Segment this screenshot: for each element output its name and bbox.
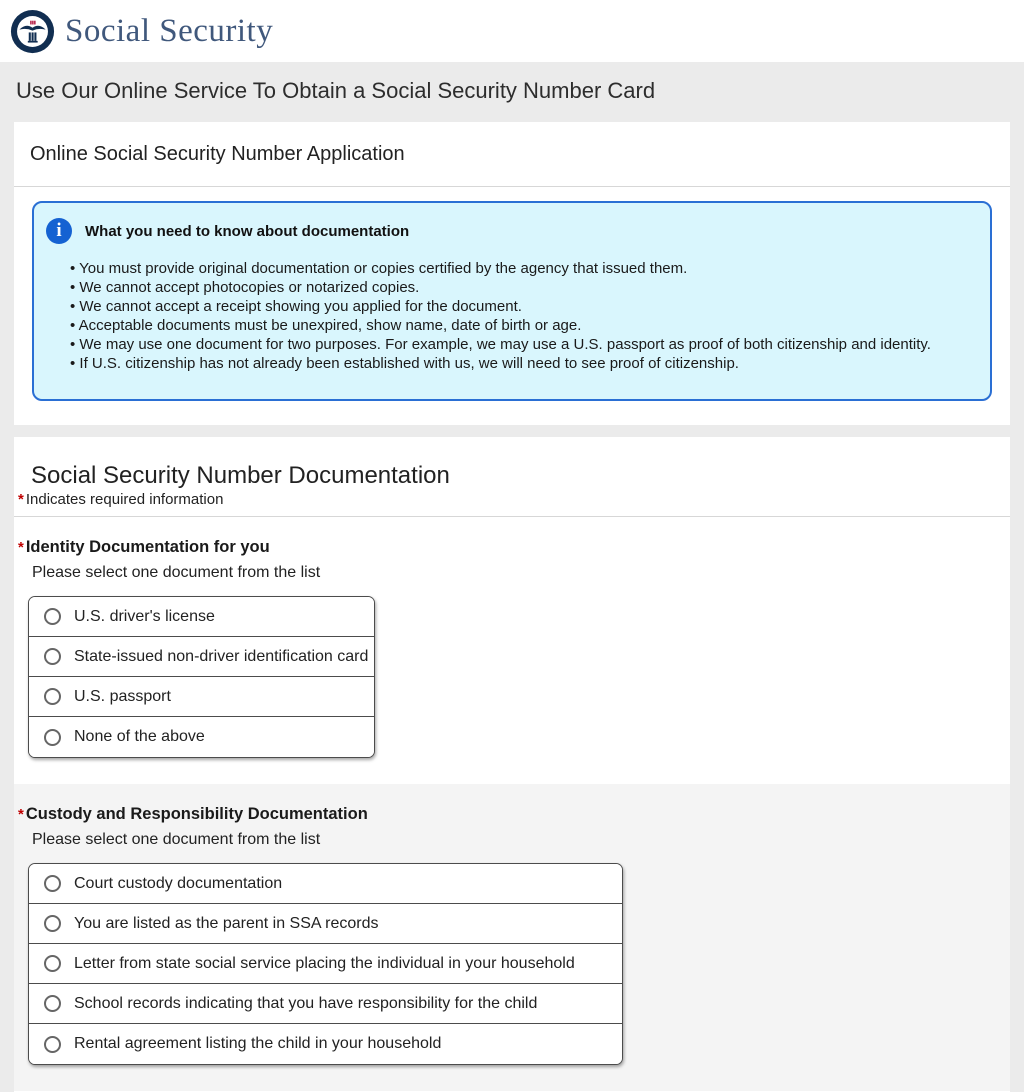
radio-option-list [28,596,375,758]
radio-option-row[interactable] [29,864,622,904]
required-asterisk: * [18,491,24,508]
info-bullet: • You must provide original documentation or copies certified by the agency that issued them. [70,259,970,278]
info-bullet: • Acceptable documents must be unexpired, show name, date of birth or age. [70,316,970,335]
question-helper: Please select one document from the list [32,564,321,581]
question-helper: Please select one document from the list [32,831,321,848]
radio-option-label: None of the above [74,728,205,745]
radio-option-row[interactable] [29,904,622,944]
radio-button-icon[interactable] [44,688,61,705]
radio-button-icon[interactable] [44,648,61,665]
required-asterisk: * [18,539,24,556]
application-section-title: Online Social Security Number Application [30,143,405,165]
radio-button-icon[interactable] [44,915,61,932]
info-bullet-list [70,259,970,373]
question-section-1 [14,517,1010,784]
radio-option-row[interactable] [29,944,622,984]
radio-button-icon[interactable] [44,995,61,1012]
page-title: Use Our Online Service To Obtain a Social Security Number Card [16,78,656,103]
radio-option-label: State-issued non-driver identification card [74,647,369,665]
question-label: * Identity Documentation for you [18,538,270,556]
radio-button-icon[interactable] [44,875,61,892]
brand-wordmark: Social Security [65,12,274,49]
question-list [14,517,1010,1091]
question-section-2 [14,784,1010,1091]
question-label: * Custody and Responsibility Documentation [18,805,368,823]
ssa-seal-logo [10,9,55,54]
radio-option-row[interactable] [29,677,374,717]
documentation-header [14,437,1010,516]
radio-button-icon[interactable] [44,729,61,746]
radio-option-label: Letter from state social service placing the individual in your household [74,954,575,972]
documentation-title: Social Security Number Documentation [31,462,450,489]
radio-option-label: U.S. driver's license [74,607,215,625]
application-card [14,122,1010,425]
info-box-title: What you need to know about documentation [85,222,410,240]
info-box [32,201,992,401]
radio-option-row[interactable] [29,1024,622,1064]
required-asterisk: * [18,806,24,823]
required-note: * Indicates required information [18,491,224,508]
info-bullet: • We cannot accept a receipt showing you applied for the document. [70,297,970,316]
radio-option-list [28,863,623,1065]
radio-button-icon[interactable] [44,955,61,972]
radio-option-label: School records indicating that you have responsibility for the child [74,994,538,1012]
divider [14,186,1010,187]
info-bullet: • If U.S. citizenship has not already been established with us, we will need to see proof of citizenship. [70,354,970,373]
info-icon: i [46,218,72,244]
app-header [0,0,1024,62]
radio-option-row[interactable] [29,717,374,757]
info-bullet: • We may use one document for two purposes. For example, we may use a U.S. passport as proof of both citizenship and identity. [70,335,970,354]
radio-option-row[interactable] [29,597,374,637]
radio-button-icon[interactable] [44,608,61,625]
radio-option-row[interactable] [29,637,374,677]
radio-option-label: U.S. passport [74,687,171,705]
info-bullet: • We cannot accept photocopies or notarized copies. [70,278,970,297]
radio-option-row[interactable] [29,984,622,1024]
radio-option-label: You are listed as the parent in SSA records [74,914,379,932]
radio-option-label: Rental agreement listing the child in your household [74,1035,442,1052]
radio-option-label: Court custody documentation [74,874,283,892]
radio-button-icon[interactable] [44,1036,61,1053]
documentation-card [14,437,1010,1092]
